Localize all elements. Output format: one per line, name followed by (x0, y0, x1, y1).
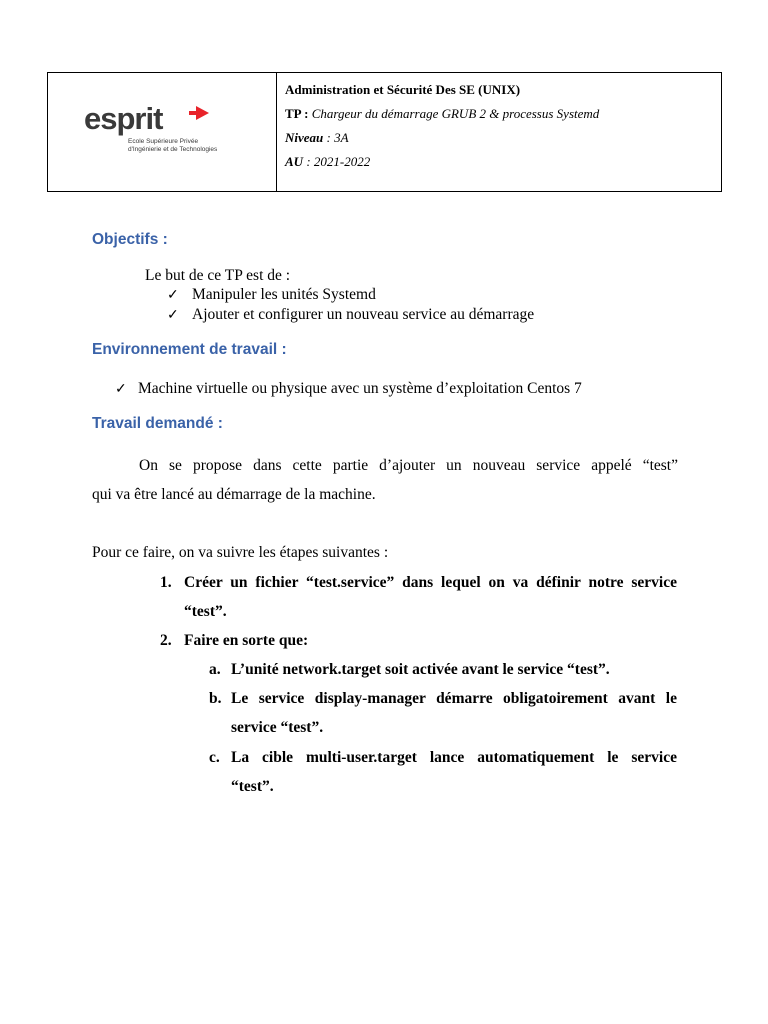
step-number: 1. (160, 574, 172, 591)
check-icon: ✓ (167, 308, 179, 323)
step-number: 2. (160, 632, 172, 649)
objectifs-intro: Le but de ce TP est de : (145, 267, 291, 284)
tp-line (285, 105, 721, 129)
substep-c-line1: La cible multi-user.target lance automatiquement le service (231, 749, 677, 766)
environnement-heading: Environnement de travail : (92, 341, 287, 358)
objectifs-heading: Objectifs : (92, 231, 168, 248)
substep-b-line1: Le service display-manager démarre obligatoirement avant le (231, 690, 677, 707)
objectif-item: Manipuler les unités Systemd (192, 286, 376, 303)
travail-heading: Travail demandé : (92, 415, 223, 432)
tp-label: TP : (285, 106, 309, 121)
step-1-line2: “test”. (184, 603, 227, 620)
substep-b-line2: service “test”. (231, 719, 324, 736)
travail-para2: Pour ce faire, on va suivre les étapes suivantes : (92, 544, 389, 561)
step-1-line1: Créer un fichier “test.service” dans lequel on va définir notre service (184, 574, 677, 591)
substep-letter: a. (209, 661, 221, 678)
substep-letter: c. (209, 749, 220, 766)
au-label: AU (285, 154, 304, 169)
niveau-value: : 3A (326, 130, 349, 145)
course-title: Administration et Sécurité Des SE (UNIX) (285, 82, 521, 97)
objectif-item: Ajouter et configurer un nouveau service au démarrage (192, 306, 535, 323)
au-line (285, 153, 721, 177)
course-info-cell (277, 73, 721, 191)
logo-arrow-icon (189, 106, 209, 120)
check-icon: ✓ (115, 382, 127, 397)
esprit-logo: esprit (84, 101, 163, 136)
travail-para1-line1: On se propose dans cette partie d’ajouter un nouveau service appelé “test” (139, 457, 678, 474)
check-icon: ✓ (167, 288, 179, 303)
environnement-item: Machine virtuelle ou physique avec un système d’exploitation Centos 7 (138, 380, 582, 397)
logo-cell (48, 73, 277, 191)
au-value: : 2021-2022 (306, 154, 371, 169)
substep-c-line2: “test”. (231, 778, 274, 795)
header-table (47, 72, 722, 192)
substep-a: L’unité network.target soit activée avant le service “test”. (231, 661, 610, 678)
logo-subtitle: Ecole Supérieure Privée d'Ingénierie et de Technologies (128, 138, 218, 153)
niveau-label: Niveau (285, 130, 324, 145)
tp-value: Chargeur du démarrage GRUB 2 & processus Systemd (311, 106, 600, 121)
travail-para1-line2: qui va être lancé au démarrage de la machine. (92, 486, 376, 503)
substep-letter: b. (209, 690, 222, 707)
step-2-line1: Faire en sorte que: (184, 632, 309, 649)
niveau-line (285, 129, 721, 153)
